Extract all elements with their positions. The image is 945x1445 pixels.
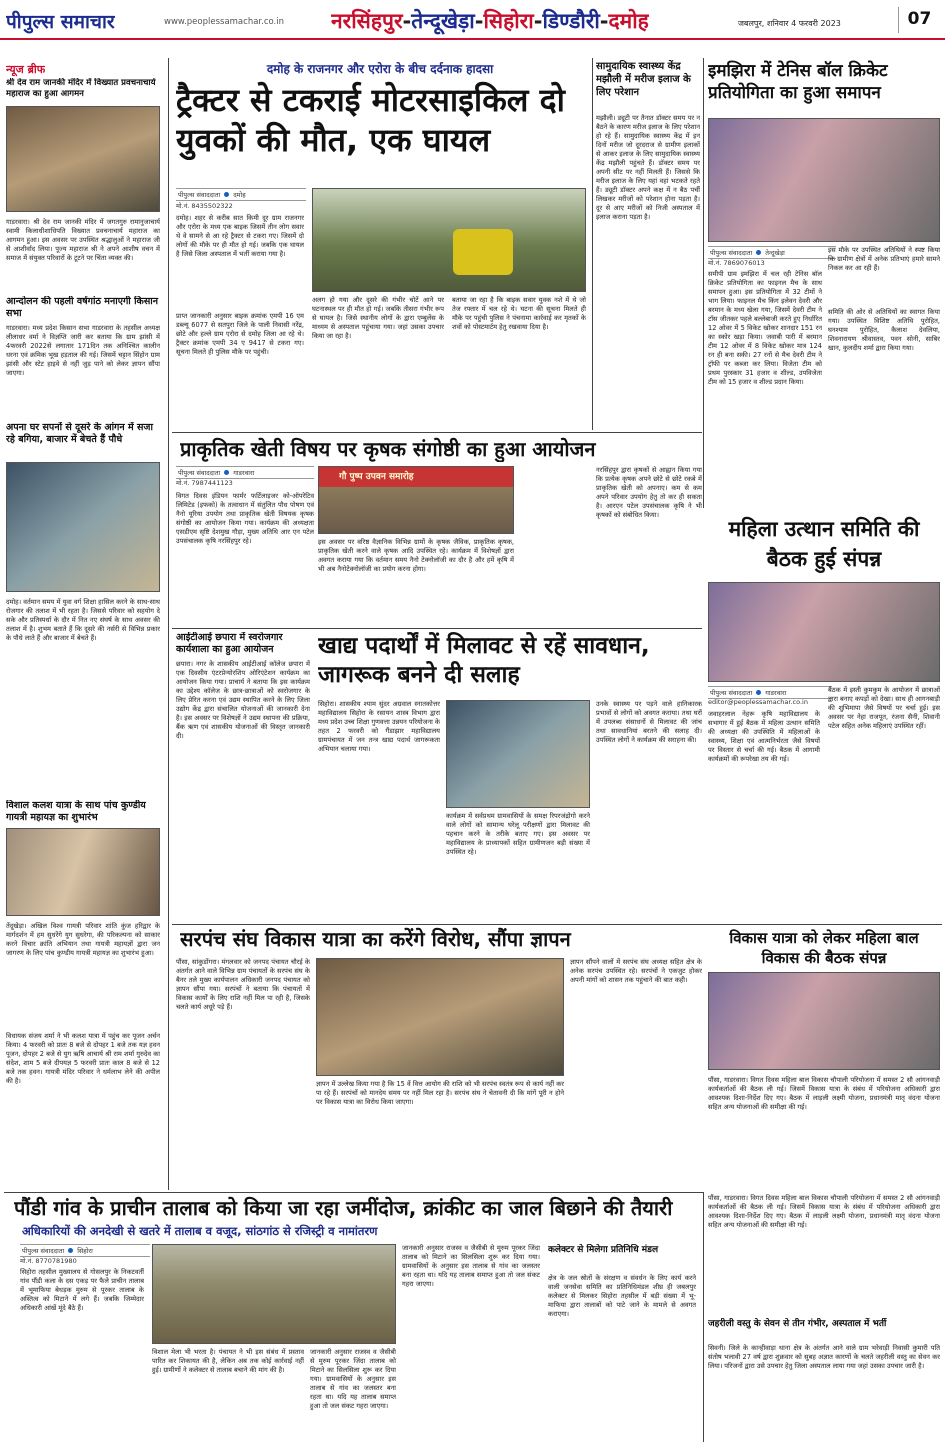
byline-name: पीपुल्स संवाददाता xyxy=(178,469,221,477)
seminar-body-2: इस अवसर पर वरिष्ठ वैज्ञानिक विभिन्न ग्रामों के कृषक जैविक, प्राकृतिक कृषक, प्राकृतिक खेती करने वाले कृषक आदि उपस्थित रहे। कार्यक्रम में विशेषज्ञों द्वारा अवगत कराया गया कि वर्तमान समय नैनो टेक्नोलॉजी का दौर है और हमें कृषि में भी अब नैनोटेक्नोलॉजी का प्रयोग करना होगा। xyxy=(318,538,514,573)
byline-dot-icon xyxy=(756,250,761,255)
news-brief-column xyxy=(4,58,164,1190)
cricket-story xyxy=(706,58,942,508)
tractor-shape xyxy=(453,229,513,275)
accident-story xyxy=(172,58,590,430)
region-tendukheda: तेन्दूखेड़ा xyxy=(411,9,475,33)
website-link[interactable]: www.peoplessamachar.co.in xyxy=(164,17,285,27)
column-divider xyxy=(168,58,169,1190)
region-damoh: दमोह xyxy=(608,9,649,33)
region-narsinghpur: नरसिंहपुर xyxy=(331,9,403,33)
accident-headline: ट्रैक्टर से टकराई मोटरसाइकिल दो युवकों की मौत, एक घायल xyxy=(176,81,565,159)
accident-body-2: प्राप्त जानकारी अनुसार बाइक क्रमांक एमपी 16 एम डब्ल्यू 6077 से सतपुरा जिले के पाली निवासी नरेंद्र, छोटे और हल्ले ग्राम एरोरा से दमोह जिला आ रहे थे। ट्रैक्टर क्रमांक एमपी 34 ए 9417 से टकरा गए। सूचना मिलते ही पुलिस मौके पर पहुंची। xyxy=(176,312,304,356)
accident-byline xyxy=(176,188,306,201)
balvikas-continued: पौंसा, गाडरवारा। विगत दिवस महिला बाल विकास चौपाली परियोजना में समस्त 2 सौ आंगनवाड़ी कार्यकर्ताओं की बैठक ली गई। जिसमें विकास यात्रा के संबंध में परियोजना अधिकारी द्वारा आवश्यक दिशा-निर्देश दिए गए। बैठक में लाड़ली लक्ष्मी योजना, प्रधानमंत्री मातृ वंदना योजना सहित अन्य योजनाओं की समीक्षा की गई। xyxy=(708,1194,940,1229)
pond-body-1: सिहोरा तहसील मुख्यालय से गोसलपुर के निकटवर्ती गांव पौंडी कला के दस एकड़ पर फैले प्राचीन तालाब में भूमाफिया बेधड़क मुरुम से पूरकर तालाब के अस्तित्व को मिटाने में लगे हैं। जबकि जिम्मेदार अधिकारी आंखें मूंदे बैठे हैं। xyxy=(20,1268,144,1312)
byline-place: सिहोरा xyxy=(77,1247,93,1255)
pond-body-4: जानकारी अनुसार राजस्व व जैसीबी से मुरुम पूरकर जिंदा तालाब को मिटाने का सिलसिला शुरू कर दिया गया। ग्रामवासियों के अनुसार इस तालाब से गांव का जलस्तर बना रहता था। यदि यह तालाब समाप्त हुआ तो जल संकट गहरा जाएगा। xyxy=(402,1244,540,1288)
byline-place: दमोह xyxy=(233,191,246,199)
food-body-1: सिहोरा। शासकीय श्याम सुंदर अग्रवाल स्नातकोत्तर महाविद्यालय सिहोरा के रसायन शास्त्र विभाग द्वारा मध्य प्रदेश उच्च शिक्षा गुणवत्ता उन्नयन परियोजना के तहत 2 फरवरी को गैंडाझार महाविद्यालय ग्रामपंचायत में जन तन्त्र खाद्य पदार्थ जागरूकता अभियान चलाया गया। xyxy=(318,700,440,753)
iti-body: छपारा। नगर के शासकीय आईटीआई कॉलेज छपारा में एक दिवसीय एंटरप्रेन्योरशिप ओरिएंटेशन कार्यक्रम का आयोजन किया गया। प्राचार्य ने बताया कि इस कार्यक्रम का उद्देश्य कॉलेज के छात्र-छात्राओं को स्वरोजगार के लिए प्रेरित करना एवं उद्यम स्थापित करने के लिए जिला उद्योग केंद्र द्वारा संचालित योजनाओं की जानकारी देना है। इस अवसर पर विशेषज्ञों ने उद्यम स्थापना की प्रक्रिया, बैंक ऋण एवं शासकीय योजनाओं की विस्तृत जानकारी दी। xyxy=(176,660,310,740)
seminar-photo xyxy=(318,466,514,534)
health-headline: सामुदायिक स्वास्थ्य केंद्र मझौली में मरीज इलाज के लिए परेशान xyxy=(596,61,691,98)
cricket-photo xyxy=(708,118,940,242)
accident-body-4: बताया जा रहा है कि बाइक सवार युवक नशे में थे जो तेज रफ्तार में चल रहे थे। घटना की सूचना मिलते ही मौके पर पहुंची पुलिस ने पंचनामा कार्रवाई कर मृतकों के शवों को पोस्टमार्टम हेतु रखवाया दिया है। xyxy=(452,296,586,331)
cricket-side: इस मौके पर उपस्थित अतिथियों ने स्पष्ट किया कि ग्रामीण क्षेत्रों में अनेक प्रतिभाएं हमारे सामने निकल कर आ रही हैं। xyxy=(828,246,940,272)
brief-4-photo xyxy=(6,828,160,916)
health-story xyxy=(596,58,700,430)
region-sep: - xyxy=(533,9,543,33)
pond-headline: पौंडी गांव के प्राचीन तालाब को किया जा रहा जमींदोज, क्रांकीट का जाल बिछाने की तैयारी xyxy=(14,1196,673,1220)
brief-1-title: श्री देव राम जानकी मंदिर में विख्यात प्रवचनाचार्य महाराज का हुआ आगमन xyxy=(6,78,156,99)
brief-2-body: गाडरवारा। मध्य प्रदेश किसान सभा गाडरवारा के तहसील अध्यक्ष लीलाधर वर्मा ने विज्ञप्ति जारी कर बताया कि ग्राम झांसी में 4फरवरी 2022से लगातार 171दिन तक अनिश्चित कालीन धरना एवं क्रमिक भूख हड़ताल की गई। जिसमें चट्टान सिंहोन ग्राम झांसी और स्टेट हाइवे से नहीं जुड़ पाने को लेकर ज्ञापन सौंपा जाएगा। xyxy=(6,324,160,377)
brief-1-photo xyxy=(6,106,160,212)
column-divider xyxy=(592,58,593,430)
brief-4-body: तेंदूखेड़ा। अखिल विश्व गायत्री परिवार शांति कुंज हरिद्वार के मार्गदर्शन में हम सुधरेंगे युग सुधरेगा, की परिकल्पना को साकार करने विचार क्रांति अभियान तथा गायत्री महायज्ञों द्वारा जन जागरण के लिए पांच कुण्डीय गायत्री महायज्ञ का शुभारंभ हुआ। xyxy=(6,922,160,957)
pond-mobile: मो.नं. 8770781980 xyxy=(20,1257,77,1265)
accident-body-1: दमोह। शहर से करीब सात किमी दूर ग्राम राजनगर और एरोरा के मध्य एक बाइक जिसमें तीन लोग सवार थे वे सामने से आ रहे ट्रैक्टर से टकरा गए। जिसमें दो लोगों की मौके पर ही मौत हो गई। जबकि एक घायल है जिसे जिला अस्पताल में भर्ती कराया गया है। xyxy=(176,214,304,258)
poison-story xyxy=(706,1316,942,1442)
column-divider xyxy=(703,1192,704,1442)
pond-body-2: जानकारी अनुसार राजस्व व जैसीबी से मुरुम पूरकर जिंदा तालाब को मिटाने का सिलसिला शुरू कर दिया गया। ग्रामवासियों के अनुसार इस तालाब से गांव का जलस्तर बना रहता था। यदि यह तालाब समाप्त हुआ तो जल संकट गहरा जाएगा। xyxy=(310,1348,396,1410)
region-dindori: डिण्डौरी xyxy=(542,9,600,33)
region-sep: - xyxy=(599,9,609,33)
food-story xyxy=(314,632,702,922)
section-divider xyxy=(172,924,942,925)
byline-name: पीपुल्स संवाददाता xyxy=(178,191,221,199)
collector-title: कलेक्टर से मिलेगा प्रतिनिधि मंडल xyxy=(548,1245,659,1255)
women-photo xyxy=(708,582,940,682)
iti-headline: आईटीआई छपारा में स्वरोजगार कार्यशाला का हुआ आयोजन xyxy=(176,632,283,655)
seminar-mobile: मो.नं. 7987441123 xyxy=(176,479,233,487)
seminar-body-3: नरसिंहपुर द्वारा कृषकों से आह्वान किया गया कि प्रत्येक कृषक अपने छोटे से छोटे रकबे में प्राकृतिक खेती को अपनाए। कम से कम अपने परिवार उपयोग हेतु तो कर ही सकता है। आरएन पटेल उपसंचालक कृषि ने भी कृषकों को संबोधित किया। xyxy=(596,466,702,519)
balvikas-story xyxy=(706,926,942,1188)
accident-kicker: दमोह के राजनगर और एरोरा के बीच दर्दनाक हादसा xyxy=(266,62,494,76)
byline-place: गाडरवारा xyxy=(233,469,255,477)
brief-3-photo xyxy=(6,462,160,592)
food-photo xyxy=(446,700,590,808)
sarpanch-body-2: ज्ञापन में उल्लेख किया गया है कि 15 वें वित्त आयोग की राशि को भी सरपंच स्वतंत्र रूप से कार्य नहीं कर पा रहे हैं। सरपंचों को मानदेय समय पर नहीं मिल रहा है। सरपंच संघ ने चेतावनी दी कि मांगें पूरी न होने पर विकास यात्रा का विरोध किया जाएगा। xyxy=(316,1080,564,1106)
sarpanch-body-3: ज्ञापन सौंपने वालों में सरपंच संघ अध्यक्ष सहित क्षेत्र के अनेक सरपंच उपस्थित रहे। सरपंचों ने एकजुट होकर अपनी मांगों को शासन तक पहुंचाने की बात कही। xyxy=(570,958,702,984)
cricket-mobile: मो.नं. 7869076013 xyxy=(708,259,765,267)
section-regions xyxy=(331,7,649,35)
byline-name: पीपुल्स संवाददाता xyxy=(22,1247,65,1255)
sarpanch-photo xyxy=(316,958,564,1076)
health-body: मझौली। ड्यूटी पर तैनात डॉक्टर समय पर न बैठने के कारण मरीज इलाज के लिए परेशान हो रहे हैं। सामुदायिक स्वास्थ्य केंद्र में इन दिनों मरीज जो दूरदराज से ग्रामीण इलाकों से आकर इलाज के लिए सामुदायिक स्वास्थ्य केंद्र मझौली पहुंचते हैं। डॉक्टर समय पर अपनी सीट पर नहीं मिलती हैं। जिससे कि मरीज इलाज के लिए यहां वहां भटकते रहते हैं। ड्यूटी डॉक्टर अपने कक्ष में न बैठ पर्ची लिखकर मरीजों को परेशान होना पड़ता है। दूर से आए मरीजों को निजी अस्पताल में इलाज कराना पड़ता है। xyxy=(596,114,700,221)
brief-3-body: दमोह। वर्तमान समय में युवा वर्ग शिक्षा हासिल करने के साथ-साथ रोजगार की तलाश में भी रहता है। जिससे परिवार को सहयोग दे सके और प्रतिस्पर्धा के दौर में नित नए संघर्ष के साथ अवसर की तलाश में है। शुभम बताते हैं कि दूसरे की नर्सरी से विभिन्न प्रकार के पौधे लाते हैं और बाजार में बेचते हैं। xyxy=(6,598,160,642)
cricket-headline: इमझिरा में टेनिस बॉल क्रिकेट प्रतियोगिता का हुआ समापन xyxy=(708,61,888,103)
cricket-body-2: समिति की ओर से अतिथियों का स्वागत किया गया। उपस्थित विशिष्ट अतिथि पुरोहित, घनश्याम पुरोहित, कैलाश देवलिया, शिवनारायण श्रीवास्तव, पवन सोनी, साबिर खान, कुलदीप शर्मा द्वारा किया गया। xyxy=(828,308,940,352)
seminar-body-1: विगत दिवस इंडियन फार्मर फर्टिलाइजर को-ऑपरेटिव लिमिटेड (इफको) के तत्वाधान में संतुलित पौध पोषण एवं नैनो यूरिया उपयोग तथा प्राकृतिक खेती विषयक कृषक संगोष्ठी का आयोजन किया गया। कार्यक्रम की अध्यक्षता एसडीएम सृष्टि देशमुख गौड़ा, मुख्य अतिथि आर एन पटेल उपसंचालक कृषि नरसिंहपुर रहे। xyxy=(176,492,314,545)
food-body-3: उनके स्वास्थ्य पर पड़ने वाले हानिकारक प्रभावों से लोगों को अवगत कराया। तथा घरों में उपलब्ध संसाधनों से मिलावट की जांच तथा सावधानियां बरतने की सलाह दी। उपस्थित लोगों ने कार्यक्रम की सराहना की। xyxy=(596,700,702,744)
region-sihora: सिहोरा xyxy=(483,9,534,33)
sarpanch-story xyxy=(172,926,702,1188)
brief-4-title: विशाल कलश यात्रा के साथ पांच कुण्डीय गायत्री महायज्ञ का शुभारंभ xyxy=(6,800,146,823)
poison-title: जहरीली वस्तु के सेवन से तीन गंभीर, अस्पताल में भर्ती xyxy=(708,1319,887,1329)
byline-dot-icon xyxy=(756,690,761,695)
women-body-1: जवाहरलाल नेहरू कृषि महाविद्यालय के सभागार में हुई बैठक में महिला उत्थान समिति की अध्यक्षा की उपस्थिति में महिलाओं के स्वास्थ्य, शिक्षा एवं आत्मनिर्भरता जैसे विषयों पर विस्तार से चर्चा की गई। बैठक में आगामी कार्यक्रमों की रूपरेखा तय की गई। xyxy=(708,710,820,763)
section-divider xyxy=(172,628,702,629)
brief-4-body-2: विधायक संजय शर्मा ने भी कलश यात्रा में पहुंच कर पूजन अर्चन किया। 4 फरवरी को प्रातः 8 बजे से दोपहर 1 बजे तक यज्ञ हवन पूजन, दोपहर 2 बजे से युग ऋषि आचार्य श्री राम शर्मा गुरुदेव का संदेश, शाम 5 बजे दीपयज्ञ 5 फरवरी प्रातः काल 8 बजे से 12 बजे तक हवन। गायत्री मंदिर परिवार ने धर्मलाभ लेने की अपील की है। xyxy=(6,1032,160,1085)
byline-name: पीपुल्स संवाददाता xyxy=(710,249,753,257)
poison-body: सिवनी। जिले के कान्हीवाड़ा थाना क्षेत्र के अंतर्गत आने वाले ग्राम भरेवाड़ी निवासी कुमारी पति संतोष भलावी 27 वर्ष द्वारा शुक्रवार को सुबह अज्ञात कारणों के चलते जहरीली वस्तु का सेवन कर लिया। परिजनों द्वारा उसे उपचार हेतु जिला अस्पताल लाया गया जहां उसका उपचार जारी है। xyxy=(708,1344,940,1370)
pond-subheadline: अधिकारियों की अनदेखी से खतरे में तालाब व वजूद, सांठगांठ से रजिस्ट्री व नामांतरण xyxy=(22,1224,378,1238)
byline-place: गाडरवारा xyxy=(765,689,787,697)
brief-2-title: आन्दोलन की पहली वर्षगांठ मनाएगी किसान सभा xyxy=(6,296,158,319)
balvikas-body: पौंसा, गाडरवारा। विगत दिवस महिला बाल विकास चौपाली परियोजना में समस्त 2 सौ आंगनवाड़ी कार्यकर्ताओं की बैठक ली गई। जिसमें विकास यात्रा के संबंध में परियोजना अधिकारी द्वारा आवश्यक दिशा-निर्देश दिए गए। बैठक में लाड़ली लक्ष्मी योजना, प्रधानमंत्री मातृ वंदना योजना सहित अन्य योजनाओं की समीक्षा की गई। xyxy=(708,1076,940,1111)
pond-story xyxy=(4,1196,702,1442)
byline-dot-icon xyxy=(68,1248,73,1253)
food-body-2: कार्यक्रम में सर्वप्रथम ग्रामवासियों के समक्ष रिपरजंद्रोगो करने वाले लोगों को सामान्य घरेलू परीक्षणों द्वारा मिलावट की पहचान करने के तरीके बताए गए। इस अवसर पर महाविद्यालय के प्राध्यापकों सहित ग्रामीणजन बड़ी संख्या में उपस्थित रहे। xyxy=(446,812,590,856)
women-body-2: बैठक में इस्ती कुमकुम के आयोजन में छात्राओं द्वारा बनाए कपड़ों को देखा। साथ ही आगनबाड़ी की शुभिमापा जैसे विषयों पर चर्चा हुई। इस अवसर पर नेहा राजपूत, रंजना सैनी, शिवानी पटेल सहित अनेक महिलाएं उपस्थित रहीं। xyxy=(828,686,940,730)
accident-mobile: मो.नं. 8435502322 xyxy=(176,202,233,210)
byline-dot-icon xyxy=(224,470,229,475)
brief-3-title: अपना घर सपनों से दूसरे के आंगन में सजा रहे बगिया, बाजार में बेचते हैं पौधे xyxy=(6,422,153,445)
balvikas-photo xyxy=(708,972,940,1070)
byline-dot-icon xyxy=(224,192,229,197)
sarpanch-headline: सरपंच संघ विकास यात्रा का करेंगे विरोध, सौंपा ज्ञापन xyxy=(180,927,571,951)
seminar-headline: प्राकृतिक खेती विषय पर कृषक संगोष्ठी का हुआ आयोजन xyxy=(180,437,596,461)
section-divider xyxy=(172,432,702,433)
logo: पीपुल्स समाचार xyxy=(6,11,115,33)
pond-photo xyxy=(152,1244,396,1344)
region-sep: - xyxy=(402,9,412,33)
seminar-story xyxy=(172,436,702,626)
dateline: जबलपुर, शनिवार 4 फरवरी 2023 xyxy=(738,19,841,28)
column-divider xyxy=(703,58,704,508)
masthead xyxy=(0,0,945,40)
women-story xyxy=(706,512,942,922)
iti-story xyxy=(172,630,310,922)
byline-name: पीपुल्स संवाददाता xyxy=(710,689,753,697)
balvikas-headline: विकास यात्रा को लेकर महिला बाल विकास की बैठक संपन्न xyxy=(729,929,919,967)
food-headline: खाद्य पदार्थों में मिलावट से रहें सावधान, जागरूक बनने दी सलाह xyxy=(318,633,650,688)
collector-body: क्षेत्र के जल स्रोतों के संरक्षण व संवर्धन के लिए कार्य करने वाली जनसेवा समिति का प्रतिनिधिमंडल शीघ्र ही जबलपुर कलेक्टर से मिलकर सिहोरा तहसील में बड़ी संख्या में भू-माफिया द्वारा तालाबों को पाटे जाने के मामले से अवगत कराएगा। xyxy=(548,1274,696,1318)
women-headline: महिला उत्थान समिति की बैठक हुई संपन्न xyxy=(728,517,920,571)
brief-1-body: गाडरवारा। श्री देव राम जानकी मंदिर में जगतगुरु रामानुजाचार्य स्वामी किलाधीशाधिपति विख्यात प्रवचनाचार्य महाराज का आगमन हुआ। इस अवसर पर उपस्थित श्रद्धालुओं ने महाराज जी से आशीर्वाद लिया। पूज्य महाराज श्री ने अपने आशीष वचन में समाज में संयुक्त परिवारों के टूटने पर चिंता व्यक्त की। xyxy=(6,218,160,262)
byline-place: तेन्दूखेड़ा xyxy=(765,249,785,257)
page-number: 07 xyxy=(898,7,940,33)
seminar-banner-text: गौ पुष्प उपवन समारोह xyxy=(339,472,414,482)
accident-photo xyxy=(312,188,586,292)
accident-body-3: अलग हो गया और दूसरे की गंभीर चोटें आने पर घटनास्थल पर ही मौत हो गई। जबकि तीसरा गंभीर रूप से घायल है। जिसे स्थानीय लोगों के द्वारा एम्बुलेंस के माध्यम से अस्पताल पहुंचाया गया। जहां उसका उपचार किया जा रहा है। xyxy=(312,296,444,340)
pond-body-3: विशाल मेला भी भरता है। पंचायत ने भी इस संबंध में प्रस्ताव पारित कर शिकायत की है, लेकिन अब तक कोई कार्रवाई नहीं हुई। ग्रामीणों ने कलेक्टर से तालाब बचाने की मांग की है। xyxy=(152,1348,304,1374)
region-sep: - xyxy=(474,9,484,33)
news-brief-tag: न्यूज ब्रीफ xyxy=(6,63,46,76)
cricket-body: समीपी ग्राम इमझिरा में चल रही टेनिस बॉल क्रिकेट प्रतियोगिता का फाइनल मैच के साथ समापन हुआ। इस प्रतियोगिता में 32 टीमों ने भाग लिया। फाइनल मैच किंग इलेवन देवरी और बरमान के मध्य खेला गया, जिसमें देवरी टीम ने टॉस जीतकर पहले बल्लेबाजी करते हुए निर्धारित 12 ओवर में 5 विकेट खोकर शानदार 151 रन का स्कोर खड़ा किया। जवाबी पारी में बरमान टीम 12 ओवर में 8 विकेट खोकर मात्र 124 रन ही बना सकी। 27 रनों से मैच देवरी टीम ने ट्रॉफी पर कब्जा कर लिया। विजेता टीम को प्रथम पुरस्कार 31 हजार व शील्ड, उपविजेता टीम को 15 हजार व शील्ड प्रदान किया। xyxy=(708,270,822,386)
women-email[interactable]: editor@peoplessamachar.co.in xyxy=(708,698,808,706)
sarpanch-body-1: पौंसा, सांकुडोंगरा। मंगलवार को जनपद पंचायत चौरई के अंतर्गत आने वाले विभिन्न ग्राम पंचायतों के सरपंच संघ के बैनर तले मुख्य कार्यपालन अधिकारी जनपद पंचायत को ज्ञापन सौंपा गया। सरपंचों ने बताया कि पंचायतों में विकास कार्यों के लिए राशि नहीं मिल पा रही है, जिसके चलते कार्य अधूरे पड़े हैं। xyxy=(176,958,310,1011)
section-divider xyxy=(4,1192,704,1193)
